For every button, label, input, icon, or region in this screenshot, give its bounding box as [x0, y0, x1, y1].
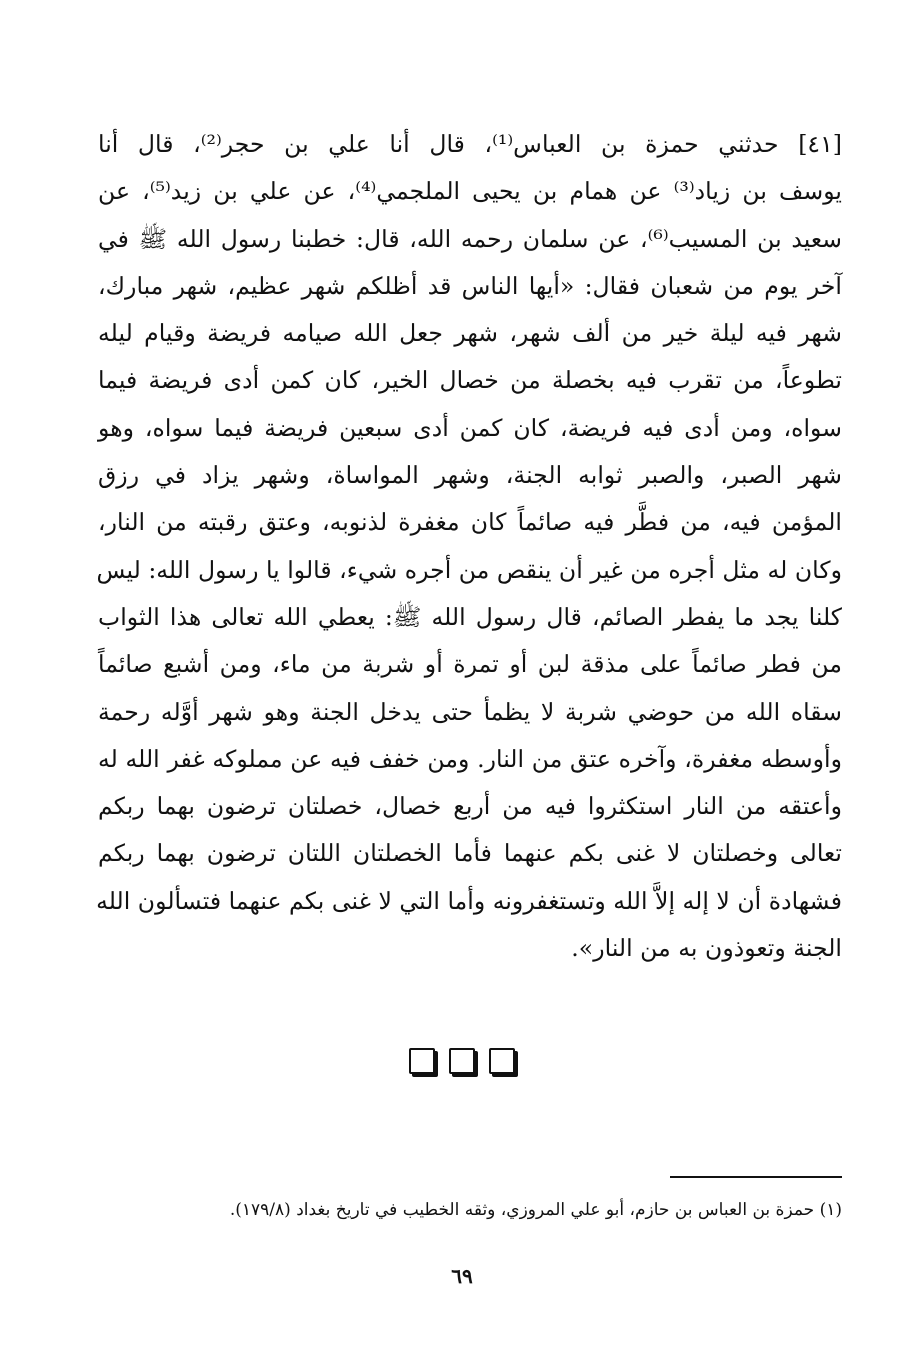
text-line: وأوسطه مغفرة، وآخره عتق من النار. ومن خفف فيه عن مملوكه غفر الله له: [98, 744, 842, 773]
main-text-block: [98, 121, 842, 972]
section-separator: [0, 1048, 924, 1074]
text-line: شهر الصبر، والصبر ثوابه الجنة، وشهر المواساة، وشهر يزاد في رزق: [98, 461, 842, 490]
separator-box-icon: [449, 1048, 475, 1074]
text-line: المؤمن فيه، من فطَّر فيه صائماً كان مغفرة لذنوبه، وعتق رقبته من النار،: [98, 508, 842, 537]
text-line: كلنا يجد ما يفطر الصائم، قال رسول الله ﷺ: يعطي الله تعالى هذا الثواب: [98, 602, 842, 631]
text-line: تعالى وخصلتان لا غنى بكم عنهما فأما الخصلتان اللتان ترضون بهما ربكم: [98, 839, 842, 868]
footnote: (١) حمزة بن العباس بن حازم، أبو علي المروزي، وثقه الخطيب في تاريخ بغداد (١٧٩/٨).: [229, 1200, 842, 1220]
text-line: تطوعاً، من تقرب فيه بخصلة من خصال الخير، كان كمن أدى فريضة فيما: [98, 366, 842, 395]
separator-box-icon: [409, 1048, 435, 1074]
page-number: ٦٩: [451, 1264, 473, 1288]
text-line: وكان له مثل أجره من غير أن ينقص من أجره شيء، قالوا يا رسول الله: ليس: [96, 555, 842, 584]
text-line: يوسف بن زياد⁽³⁾ عن همام بن يحيى الملجمي⁽⁴⁾، عن علي بن زيد⁽⁵⁾، عن: [98, 177, 842, 206]
text-line: من فطر صائماً على مذقة لبن أو تمرة أو شربة من ماء، ومن أشبع صائماً: [98, 650, 842, 679]
text-line: فشهادة أن لا إله إلاَّ الله وتستغفرونه وأما التي لا غنى بكم عنهما فتسألون الله: [96, 886, 842, 915]
text-line: الجنة وتعوذون به من النار».: [571, 934, 842, 963]
text-line: [٤١] حدثني حمزة بن العباس⁽¹⁾، قال أنا علي بن حجر⁽²⁾، قال أنا: [98, 130, 842, 158]
footnote-divider: [670, 1176, 842, 1178]
text-line: آخر يوم من شعبان فقال: «أيها الناس قد أظلكم شهر عظيم، شهر مبارك،: [98, 271, 842, 300]
text-line: شهر فيه ليلة خير من ألف شهر، شهر جعل الله صيامه فريضة وقيام ليله: [98, 319, 842, 348]
separator-box-icon: [489, 1048, 515, 1074]
text-line: سعيد بن المسيب⁽⁶⁾، عن سلمان رحمه الله، قال: خطبنا رسول الله ﷺ في: [98, 224, 842, 253]
text-line: وأعتقه من النار استكثروا فيه من أربع خصال، خصلتان ترضون بهما ربكم: [98, 792, 842, 821]
text-line: سواه، ومن أدى فيه فريضة، كان كمن أدى سبعين فريضة فيما سواه، وهو: [98, 413, 842, 442]
text-line: سقاه الله من حوضي شربة لا يظمأ حتى يدخل الجنة وهو شهر أوَّله رحمة: [98, 697, 842, 726]
